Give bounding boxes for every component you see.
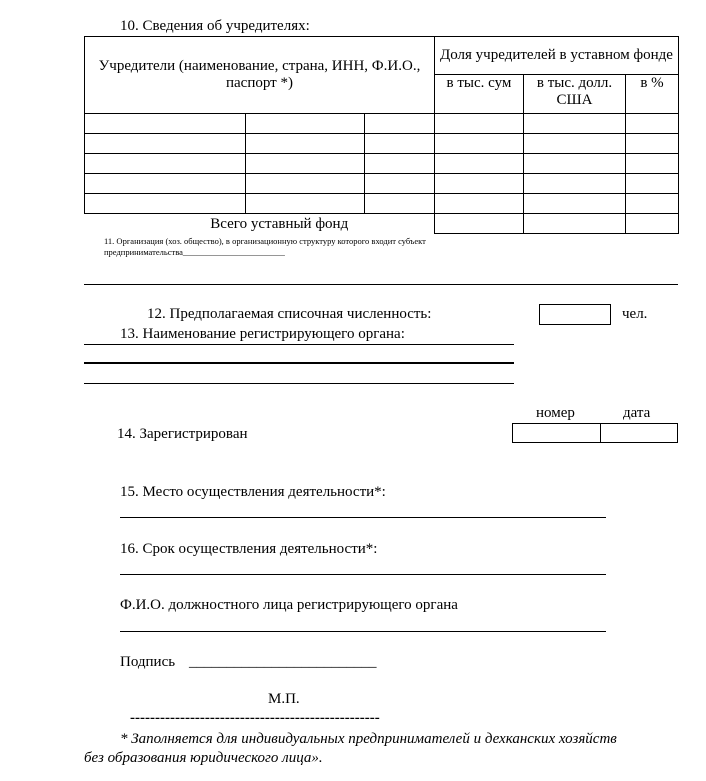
section-16-label: 16. Срок осуществления деятельности*: bbox=[120, 541, 378, 557]
pct-cell[interactable] bbox=[626, 194, 679, 214]
section-11-rule bbox=[84, 284, 678, 285]
table-row bbox=[85, 194, 679, 214]
number-header: номер bbox=[536, 405, 575, 421]
official-label: Ф.И.О. должностного лица регистрирующего органа bbox=[120, 597, 458, 613]
total-sum-cell[interactable] bbox=[435, 214, 524, 234]
founder-cell[interactable] bbox=[246, 174, 365, 194]
footnote-line1: * Заполняется для индивидуальных предпринимателей и дехканских хозяйств bbox=[120, 731, 617, 747]
headcount-unit: чел. bbox=[622, 306, 648, 322]
section-11-line1: 11. Организация (хоз. общество), в организационную структуру которого входит субъект bbox=[104, 236, 426, 246]
total-pct-cell[interactable] bbox=[626, 214, 679, 234]
usd-cell[interactable] bbox=[524, 114, 626, 134]
activity-term-line[interactable] bbox=[120, 574, 606, 575]
founder-cell[interactable] bbox=[365, 174, 435, 194]
founder-cell[interactable] bbox=[246, 114, 365, 134]
table-row bbox=[85, 134, 679, 154]
table-row bbox=[85, 154, 679, 174]
pct-cell[interactable] bbox=[626, 114, 679, 134]
total-usd-cell[interactable] bbox=[524, 214, 626, 234]
founder-cell[interactable] bbox=[365, 134, 435, 154]
usd-cell[interactable] bbox=[524, 174, 626, 194]
founder-cell[interactable] bbox=[85, 174, 246, 194]
sum-cell[interactable] bbox=[435, 174, 524, 194]
founder-cell[interactable] bbox=[85, 134, 246, 154]
pct-cell[interactable] bbox=[626, 174, 679, 194]
signature-label: Подпись bbox=[120, 654, 176, 670]
table-row bbox=[85, 174, 679, 194]
headcount-input[interactable] bbox=[539, 304, 611, 325]
section-12-label: 12. Предполагаемая списочная численность: bbox=[147, 306, 432, 322]
founder-cell[interactable] bbox=[365, 114, 435, 134]
founder-cell[interactable] bbox=[365, 154, 435, 174]
usd-cell[interactable] bbox=[524, 154, 626, 174]
activity-place-line[interactable] bbox=[120, 517, 606, 518]
registration-date-field[interactable] bbox=[600, 423, 678, 443]
usd-cell[interactable] bbox=[524, 194, 626, 214]
section-15-label: 15. Место осуществления деятельности*: bbox=[120, 484, 386, 500]
registrar-line[interactable] bbox=[84, 383, 514, 384]
stamp-label: М.П. bbox=[268, 691, 300, 707]
founder-cell[interactable] bbox=[365, 194, 435, 214]
sum-cell[interactable] bbox=[435, 194, 524, 214]
section-14-label: 14. Зарегистрирован bbox=[117, 426, 248, 442]
pct-cell[interactable] bbox=[626, 154, 679, 174]
usd-cell[interactable] bbox=[524, 134, 626, 154]
founder-cell[interactable] bbox=[246, 154, 365, 174]
sum-cell[interactable] bbox=[435, 154, 524, 174]
founder-cell[interactable] bbox=[85, 154, 246, 174]
founder-cell[interactable] bbox=[85, 114, 246, 134]
founder-cell[interactable] bbox=[246, 194, 365, 214]
section-13-label: 13. Наименование регистрирующего органа: bbox=[120, 326, 405, 342]
date-header: дата bbox=[623, 405, 651, 421]
signature-line[interactable]: _________________________ bbox=[189, 654, 377, 670]
sum-cell[interactable] bbox=[435, 134, 524, 154]
header-founders: Учредители (наименование, страна, ИНН, Ф.И.О., паспорт *) bbox=[85, 37, 435, 114]
sum-cell[interactable] bbox=[435, 114, 524, 134]
total-row bbox=[85, 214, 679, 234]
founders-table bbox=[84, 36, 679, 234]
section-11-line2: предпринимательства________________________ bbox=[104, 247, 285, 257]
registrar-line[interactable] bbox=[84, 362, 514, 364]
section-10-title: 10. Сведения об учредителях: bbox=[120, 18, 310, 34]
official-name-line[interactable] bbox=[120, 631, 606, 632]
footnote-line2: без образования юридического лица». bbox=[84, 750, 323, 766]
pct-cell[interactable] bbox=[626, 134, 679, 154]
header-pct: в % bbox=[626, 75, 679, 114]
separator: -------------------------------------------------- bbox=[130, 710, 380, 726]
registration-number-field[interactable] bbox=[512, 423, 601, 443]
founder-cell[interactable] bbox=[85, 194, 246, 214]
founder-cell[interactable] bbox=[246, 134, 365, 154]
total-label: Всего уставный фонд bbox=[85, 214, 435, 234]
table-row bbox=[85, 114, 679, 134]
header-sum: в тыс. сум bbox=[435, 75, 524, 114]
header-usd: в тыс. долл. США bbox=[524, 75, 626, 114]
header-share: Доля учредителей в уставном фонде bbox=[435, 37, 679, 75]
registrar-line[interactable] bbox=[84, 344, 514, 345]
